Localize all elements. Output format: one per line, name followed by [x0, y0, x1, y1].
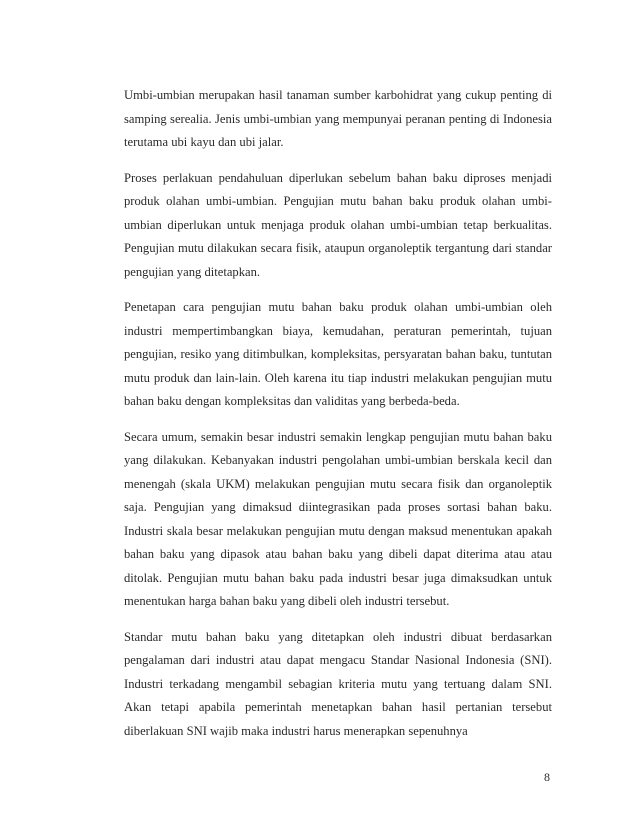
document-body — [124, 84, 552, 755]
page-number: 8 — [544, 770, 550, 784]
paragraph-3: Penetapan cara pengujian mutu bahan baku produk olahan umbi-umbian oleh industri mempertimbangkan biaya, kemudahan, peraturan pemerintah, tujuan pengujian, resiko yang ditimbulkan, kompleksitas, persyaratan bahan baku, tuntutan mutu produk dan lain-lain. Oleh karena itu tiap industri melakukan pengujian mutu bahan baku dengan kompleksitas dan validitas yang berbeda-beda. — [124, 300, 552, 408]
paragraph-1: Umbi-umbian merupakan hasil tanaman sumber karbohidrat yang cukup penting di samping serealia. Jenis umbi-umbian yang mempunyai peranan penting di Indonesia terutama ubi kayu dan ubi jalar. — [124, 88, 552, 149]
paragraph-5: Standar mutu bahan baku yang ditetapkan oleh industri dibuat berdasarkan pengalaman dari industri atau dapat mengacu Standar Nasional Indonesia (SNI). Industri terkadang mengambil sebagian kriteria mutu yang tertuang dalam SNI. Akan tetapi apabila pemerintah menetapkan bahan hasil pertanian tersebut diberlakuan SNI wajib maka industri harus menerapkan sepenuhnya — [124, 629, 552, 738]
paragraph-2: Proses perlakuan pendahuluan diperlukan sebelum bahan baku diproses menjadi produk olahan umbi-umbian. Pengujian mutu bahan baku produk olahan umbi-umbian diperlukan untuk menjaga produk olahan umbi-umbian tetap berkualitas. Pengujian mutu dilakukan secara fisik, ataupun organoleptik tergantung dari standar pengujian yang ditetapkan. — [124, 170, 552, 279]
paragraph-4: Secara umum, semakin besar industri semakin lengkap pengujian mutu bahan baku yang dilakukan. Kebanyakan industri pengolahan umbi-umbian berskala kecil dan menengah (skala UKM) melakukan pengujian mutu secara fisik dan organoleptik saja. Pengujian yang dimaksud diintegrasikan pada proses sortasi bahan baku. Industri skala besar melakukan pengujian mutu dengan maksud menentukan apakah bahan baku yang dipasok atau bahan baku yang dibeli dapat diterima atau atau ditolak. Pengujian mutu bahan baku pada industri besar juga dimaksudkan untuk menentukan harga bahan baku yang dibeli oleh industri tersebut. — [124, 429, 552, 608]
